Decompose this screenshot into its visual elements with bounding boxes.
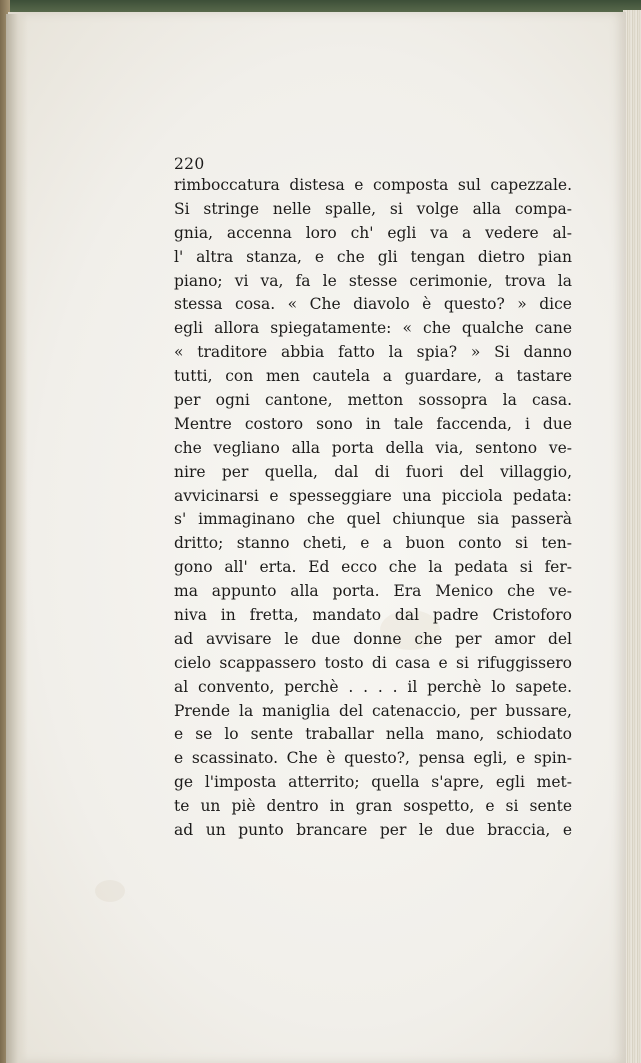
text-line: ad un punto brancare per le due braccia, e — [174, 821, 572, 840]
text-line: Si stringe nelle spalle, si volge alla compa- — [174, 199, 572, 218]
text-line: « traditore abbia fatto la spia? » Si danno — [174, 343, 572, 362]
text-line: niva in fretta, mandato dal padre Cristoforo — [174, 606, 572, 625]
text-line: che vegliano alla porta della via, sentono ve- — [174, 438, 572, 457]
text-line: e se lo sente traballar nella mano, schiodato — [174, 725, 572, 744]
text-line: avvicinarsi e spesseggiare una picciola pedata: — [174, 486, 572, 505]
text-line: egli allora spiegatamente: « che qualche cane — [174, 319, 572, 338]
page-number: 220 — [174, 155, 205, 173]
text-line: Mentre costoro sono in tale faccenda, i due — [174, 414, 572, 433]
text-line: gono all' erta. Ed ecco che la pedata si fer- — [174, 558, 572, 577]
text-line: Prende la maniglia del catenaccio, per bussare, — [174, 701, 572, 720]
text-line: e scassinato. Che è questo?, pensa egli, e spin- — [174, 749, 572, 768]
text-line: te un piè dentro in gran sospetto, e si sente — [174, 797, 572, 816]
text-line: l' altra stanza, e che gli tengan dietro pian — [174, 247, 572, 266]
text-line: ma appunto alla porta. Era Menico che ve- — [174, 582, 572, 601]
text-line: stessa cosa. « Che diavolo è questo? » dice — [174, 295, 572, 314]
text-line: al convento, perchè . . . . il perchè lo sapete. — [174, 677, 572, 696]
page-text-block — [174, 154, 572, 843]
text-line: nire per quella, dal di fuori del villaggio, — [174, 462, 572, 481]
spine-shadow — [6, 14, 28, 1063]
text-line: tutti, con men cautela a guardare, a tastare — [174, 367, 572, 386]
text-line: cielo scappassero tosto di casa e si rifuggissero — [174, 653, 572, 672]
text-line: s' immaginano che quel chiunque sia passerà — [174, 510, 572, 529]
text-line: piano; vi va, fa le stesse cerimonie, trova la — [174, 271, 572, 290]
text-line: rimboccatura distesa e composta sul capezzale. — [174, 176, 572, 194]
text-line: ad avvisare le due donne che per amor del — [174, 629, 572, 648]
text-line: ge l'imposta atterrito; quella s'apre, egli met- — [174, 773, 572, 792]
text-line: dritto; stanno cheti, e a buon conto si ten- — [174, 534, 572, 553]
text-line: gnia, accenna loro ch' egli va a vedere al- — [174, 223, 572, 242]
text-line: per ogni cantone, metton sossopra la casa. — [174, 391, 572, 410]
